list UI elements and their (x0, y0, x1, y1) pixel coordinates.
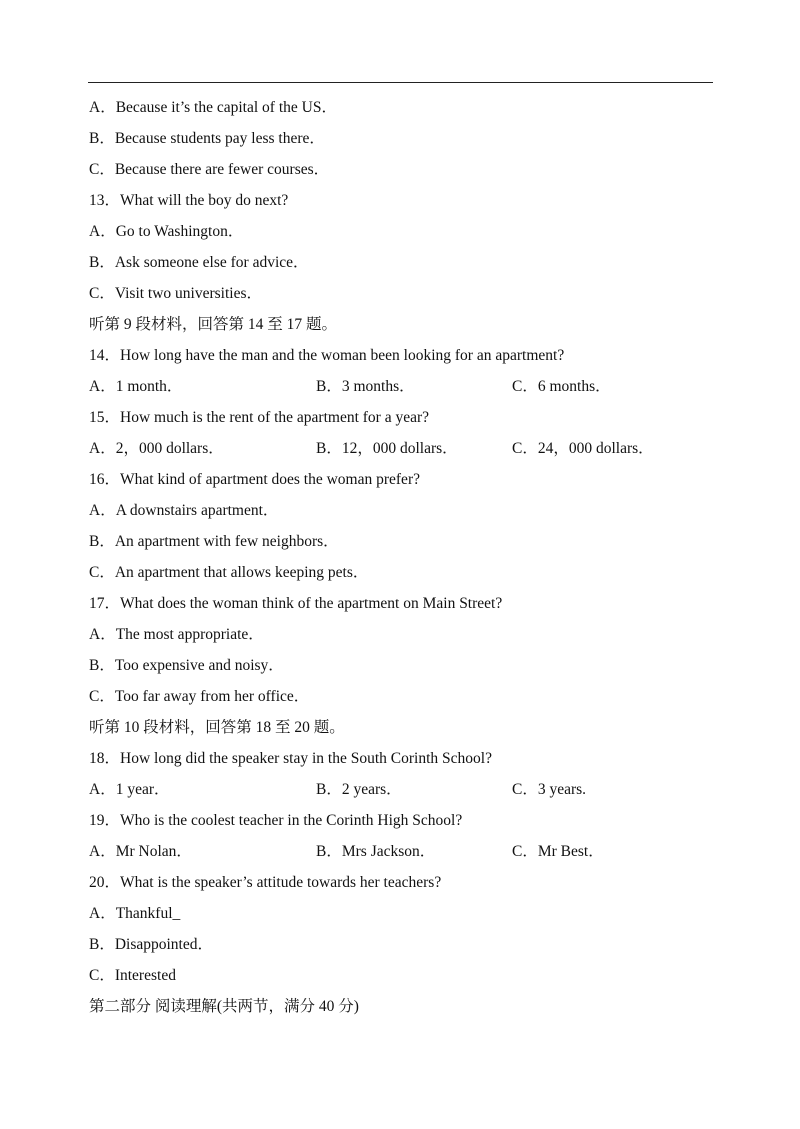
text-line: 听第 9 段材料，回答第 14 至 17 题。 (89, 316, 338, 333)
option-text: C．Mr Best． (512, 843, 604, 860)
text-line: 听第 10 段材料，回答第 18 至 20 题。 (89, 719, 345, 736)
text-line: 14．How long have the man and the woman been looking for an apartment? (89, 347, 565, 364)
option-text: C．24，000 dollars． (512, 440, 654, 457)
options-row (89, 777, 729, 808)
option-text: B．12，000 dollars． (316, 440, 458, 457)
text-line: B．Disappointed． (89, 936, 213, 953)
text-line: B．Too expensive and noisy． (89, 657, 284, 674)
text-line: C．Visit two universities． (89, 285, 263, 302)
text-line: 13．What will the boy do next? (89, 192, 289, 209)
options-row (89, 436, 729, 467)
option-text: A．1 month． (89, 378, 183, 395)
text-line: 16．What kind of apartment does the woman prefer? (89, 471, 420, 488)
text-line: 20．What is the speaker’s attitude towards her teachers? (89, 874, 442, 891)
text-line: 19．Who is the coolest teacher in the Corinth High School? (89, 812, 463, 829)
text-line: C．Too far away from her office． (89, 688, 310, 705)
text-line: A．The most appropriate． (89, 626, 264, 643)
text-line: 第二部分 阅读理解(共两节，满分 40 分) (89, 998, 359, 1015)
text-line: B．Because students pay less there． (89, 130, 325, 147)
option-text: A．Mr Nolan． (89, 843, 192, 860)
text-line: A．Go to Washington． (89, 223, 244, 240)
text-line: A．Thankful_ (89, 905, 181, 922)
text-line: A．Because it’s the capital of the US． (89, 99, 337, 116)
text-line: B．Ask someone else for advice． (89, 254, 309, 271)
text-line: 17．What does the woman think of the apartment on Main Street? (89, 595, 503, 612)
option-text: B．2 years． (316, 781, 402, 798)
text-line: C．Interested (89, 967, 176, 984)
option-text: A．2，000 dollars． (89, 440, 224, 457)
options-row (89, 374, 729, 405)
option-text: B．Mrs Jackson． (316, 843, 436, 860)
option-text: C．6 months． (512, 378, 611, 395)
text-line: 18．How long did the speaker stay in the South Corinth School? (89, 750, 492, 767)
option-text: A．1 year． (89, 781, 170, 798)
text-line: A．A downstairs apartment． (89, 502, 279, 519)
text-line: 15．How much is the rent of the apartment for a year? (89, 409, 430, 426)
option-text: B．3 months． (316, 378, 415, 395)
text-line: C．Because there are fewer courses． (89, 161, 330, 178)
header-rule (88, 82, 713, 83)
document-body (89, 95, 729, 1025)
text-line: C．An apartment that allows keeping pets． (89, 564, 369, 581)
text-line: B．An apartment with few neighbors． (89, 533, 339, 550)
options-row (89, 839, 729, 870)
option-text: C．3 years. (512, 781, 587, 798)
